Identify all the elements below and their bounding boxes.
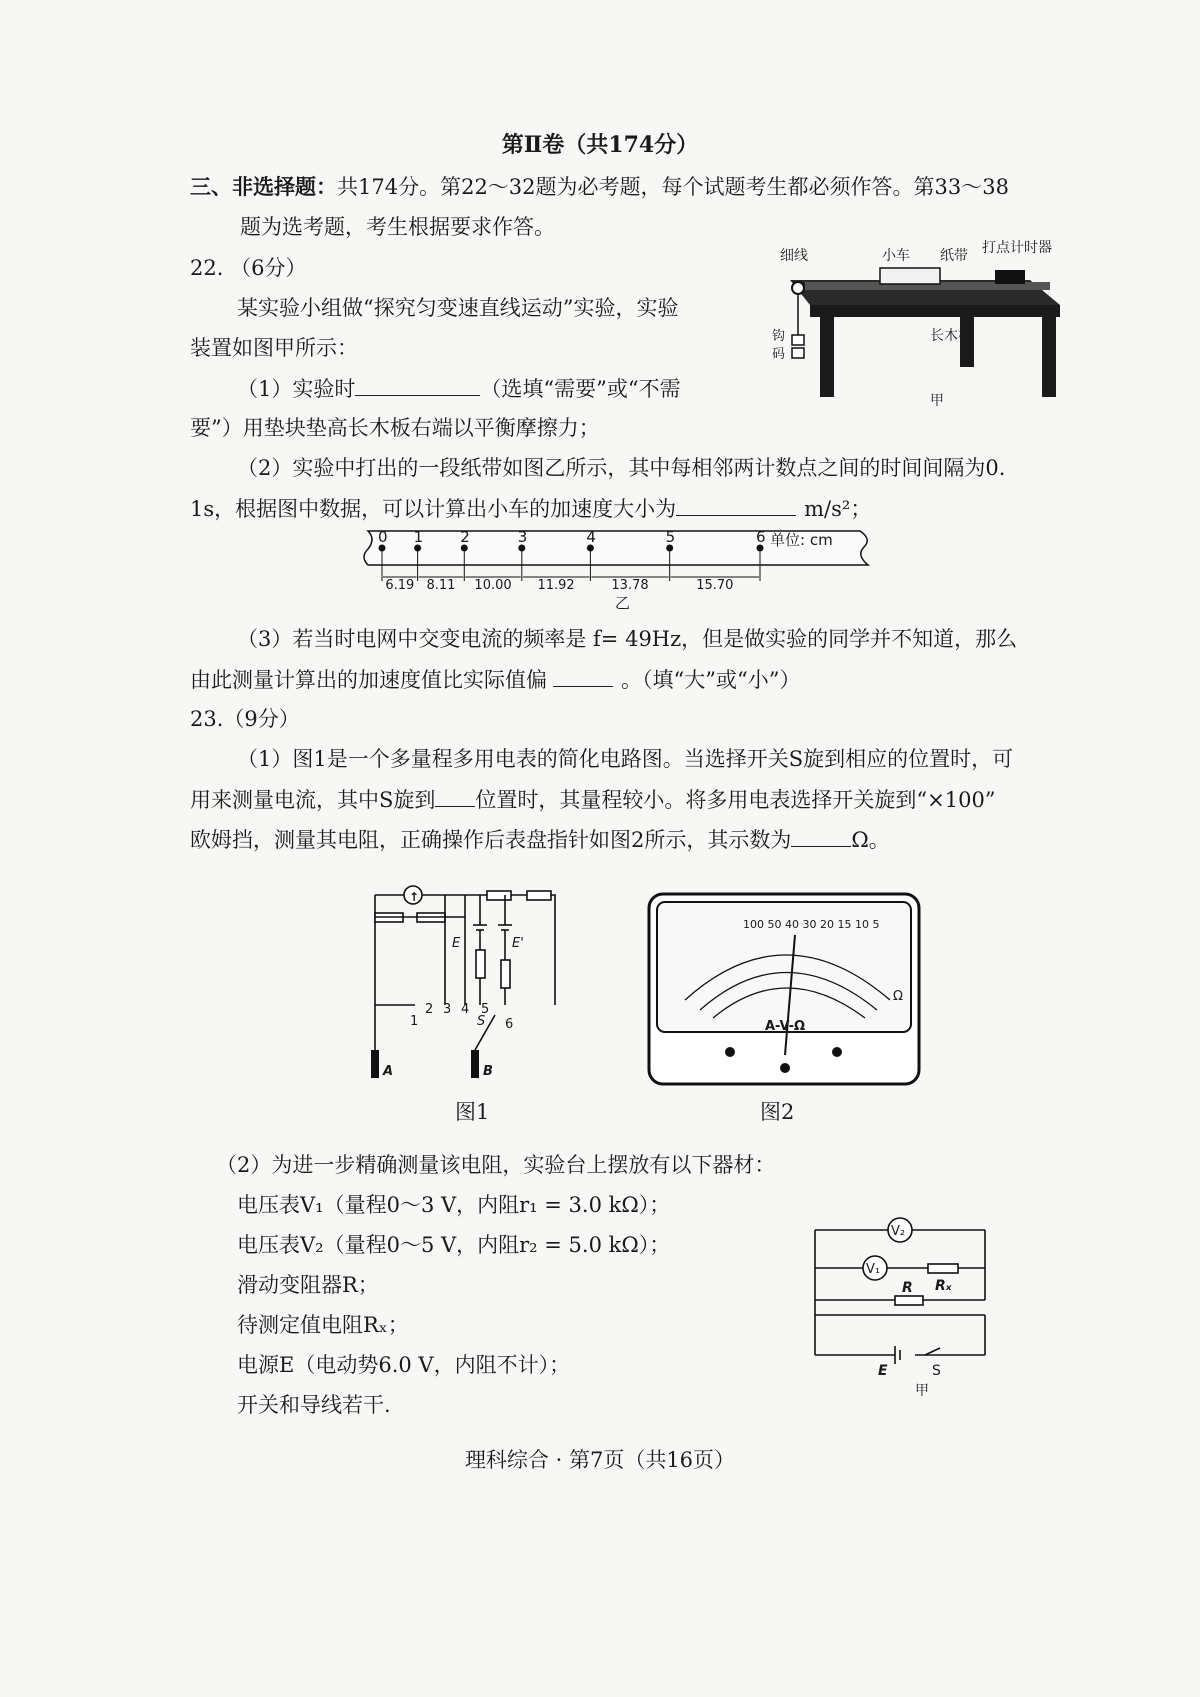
fig1-probe-a: A <box>383 1064 394 1079</box>
q22-part1 <box>237 373 681 404</box>
q23-part1-text-e: Ω。 <box>851 828 890 852</box>
fig1-probe-b: B <box>483 1064 493 1079</box>
dial-ohm-symbol: Ω <box>893 989 903 1004</box>
tape-segment-3: 11.92 <box>537 578 575 593</box>
q22-part3-blank[interactable] <box>553 664 613 687</box>
label-cart: 小车 <box>882 248 910 264</box>
q22-number: 22. <box>190 256 224 280</box>
q22-part1-cont: 要”）用垫块垫高长木板右端以平衡摩擦力； <box>190 416 600 440</box>
fig1-pos-5: 5 <box>481 1002 490 1017</box>
q22-part2: （2）实验中打出的一段纸带如图乙所示，其中每相邻两计数点之间的时间间隔为0. <box>237 456 1006 480</box>
q23-part1-text-d: 欧姆挡，测量其电阻，正确操作后表盘指针如图2所示，其示数为 <box>190 828 792 852</box>
q23-part1-text: 用来测量电流，其中S旋到 <box>190 788 436 812</box>
q23-part1-blank[interactable] <box>435 784 475 807</box>
tape-segment-1: 8.11 <box>426 578 456 593</box>
q22-intro-1: 某实验小组做“探究匀变速直线运动”实验，实验 <box>237 296 679 320</box>
fig1-pos-1: 1 <box>410 1014 419 1029</box>
section-intro-line2: 题为选考题，考生根据要求作答。 <box>240 215 555 239</box>
tape-label-2: 2 <box>460 528 470 546</box>
label-board: 长木板 <box>930 328 972 344</box>
fig1-switch-label: S <box>477 1014 486 1029</box>
q22-part2-text: 1s，根据图中数据，可以计算出小车的加速度大小为 <box>190 497 677 521</box>
tape-label-4: 4 <box>586 528 596 546</box>
q22-part3-cont <box>190 664 800 695</box>
figure-1-circuit <box>355 875 605 1085</box>
tape-segment-0: 6.19 <box>385 578 415 593</box>
q23-part1-cont <box>190 784 996 815</box>
tape-segment-2: 10.00 <box>474 578 512 593</box>
page-footer: 理科综合 · 第7页（共16页） <box>464 1448 736 1472</box>
switch-s-label: S <box>932 1363 941 1379</box>
q22-part2-unit: m/s²； <box>804 497 872 521</box>
label-thread: 细线 <box>780 248 808 264</box>
voltmeter-v1-label: V₁ <box>866 1262 881 1277</box>
q22-part3: （3）若当时电网中交变电流的频率是 f= 49Hz，但是做实验的同学并不知道，那么 <box>237 627 1018 651</box>
fig1-label-e: E <box>452 936 461 951</box>
rheostat-r-label: R <box>902 1280 913 1296</box>
q23-header <box>190 704 300 734</box>
q23-part1-text-c: 位置时，其量程较小。将多用电表选择开关旋到“×100” <box>475 788 996 812</box>
figure-1-caption: 图1 <box>455 1100 490 1124</box>
section-intro-line1 <box>190 172 1009 202</box>
equip-item-5: 电源E（电动势6.0 V，内阻不计）； <box>237 1353 571 1377</box>
equip-item-6: 开关和导线若干. <box>237 1393 391 1417</box>
tape-label-6: 6 <box>756 528 766 546</box>
q23-part2-intro: （2）为进一步精确测量该电阻，实验台上摆放有以下器材： <box>216 1153 776 1177</box>
tape-segment-4: 13.78 <box>611 578 649 593</box>
q23-part1: （1）图1是一个多量程多用电表的简化电路图。当选择开关S旋到相应的位置时，可 <box>237 747 1014 771</box>
equip-item-2: 电压表V₂（量程0～5 V，内阻r₂ = 5.0 kΩ）； <box>237 1233 671 1257</box>
tape-label-5: 5 <box>665 528 676 546</box>
q22-part1-blank[interactable] <box>355 373 480 396</box>
q22-part2-cont <box>190 493 871 524</box>
tape-unit: 单位: cm <box>770 531 833 549</box>
label-tape: 纸带 <box>940 248 968 264</box>
q23-number: 23. <box>190 707 224 731</box>
fig1-pos-3: 3 <box>443 1002 452 1017</box>
dial-ohm-scale-label: 100 50 40 30 20 15 10 5 <box>743 918 880 931</box>
equip-item-3: 滑动变阻器R； <box>237 1273 379 1297</box>
q22-part1-text: （1）实验时 <box>237 377 356 401</box>
source-e-label: E <box>878 1363 888 1379</box>
dial-label: A-V-Ω <box>765 1019 806 1034</box>
tape-segment-5: 15.70 <box>696 578 734 593</box>
page-section-title: 第Ⅱ卷（共174分） <box>501 132 699 158</box>
voltmeter-v2-label: V₂ <box>891 1224 906 1239</box>
label-timer: 打点计时器 <box>982 240 1052 256</box>
q22-part2-blank[interactable] <box>676 493 796 516</box>
figure-2-caption: 图2 <box>760 1100 795 1124</box>
q23-part1-blank-2[interactable] <box>791 824 851 847</box>
fig1-pos-4: 4 <box>461 1002 470 1017</box>
caption-jia: 甲 <box>930 393 944 409</box>
q22-part3-text: 由此测量计算出的加速度值比实际值偏 <box>190 668 547 692</box>
caption-yi: 乙 <box>615 594 631 612</box>
resistor-rx-label: Rₓ <box>935 1278 952 1294</box>
figure-cart-apparatus <box>770 240 1070 410</box>
q23-points: （9分） <box>223 707 300 731</box>
fig1-pos-2: 2 <box>425 1002 434 1017</box>
q22-part1-text-b: （选填“需要”或“不需 <box>480 377 681 401</box>
q22-part3-text-c: 。（填“大”或“小”） <box>621 668 801 692</box>
figure-circuit-jia <box>800 1210 1000 1400</box>
q22-points: （6分） <box>230 256 307 280</box>
tape-label-0: 0 <box>378 528 388 546</box>
q23-part1-cont2 <box>190 824 890 855</box>
equip-item-4: 待测定值电阻Rₓ； <box>237 1313 409 1337</box>
section-text-1: 共174分。第22～32题为必考题，每个试题考生都必须作答。第33～38 <box>337 175 1009 199</box>
fig1-label-e2: E' <box>512 936 524 951</box>
tape-label-3: 3 <box>517 528 528 546</box>
q22-header <box>190 253 306 283</box>
fig1-pos-6: 6 <box>505 1017 514 1032</box>
tape-label-1: 1 <box>413 528 424 546</box>
section-heading: 三、非选择题： <box>190 174 337 199</box>
figure-2-meter <box>645 890 925 1090</box>
label-weight-1: 钩 <box>772 329 786 344</box>
figure-paper-tape <box>360 525 880 615</box>
equip-item-1: 电压表V₁（量程0～3 V，内阻r₁ = 3.0 kΩ）； <box>237 1193 671 1217</box>
label-weight-2: 码 <box>772 347 786 362</box>
galvanometer-icon: ↑ <box>409 890 420 904</box>
caption-circuit-jia: 甲 <box>915 1383 929 1399</box>
q22-intro-2: 装置如图甲所示： <box>190 336 358 360</box>
